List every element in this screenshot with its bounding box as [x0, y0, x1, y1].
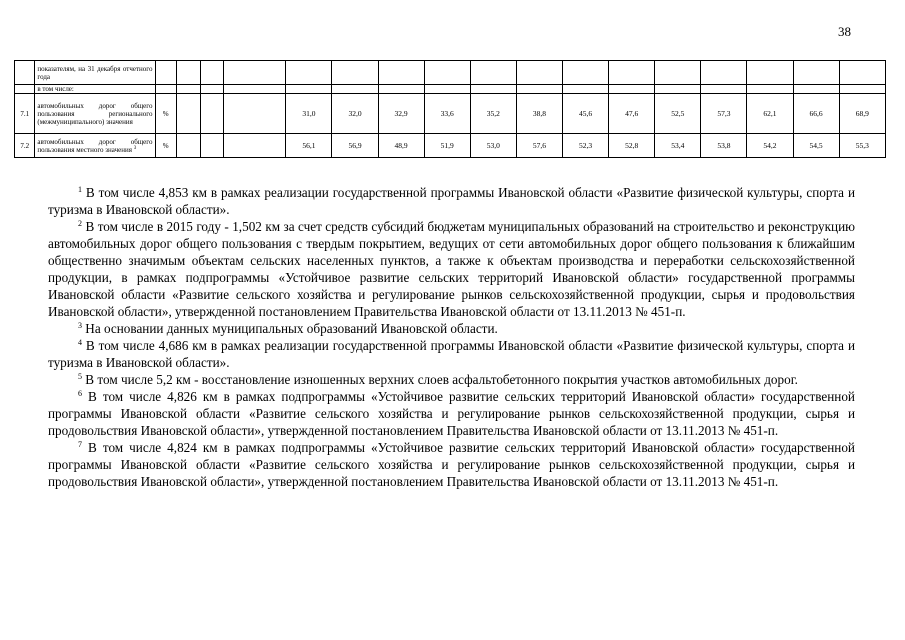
value-cell: [224, 94, 286, 134]
value-cell: [563, 61, 609, 85]
value-cell: 57,3: [701, 94, 747, 134]
value-cell: [793, 85, 839, 94]
row-label-text: автомобильных дорог общего пользования местного значения: [37, 137, 153, 154]
footnote-ref: 3: [133, 145, 137, 151]
value-cell: [200, 134, 224, 158]
value-cell: 66,6: [793, 94, 839, 134]
footnote-mark: 6: [78, 389, 82, 398]
footnote: [48, 388, 855, 439]
footnote-text: В том числе 4,853 км в рамках реализации государственной программы Ивановской области «Развитие физической культуры, спорта и туризма в Ивановской области».: [48, 185, 855, 217]
value-cell: 48,9: [378, 134, 424, 158]
value-cell: 52,8: [609, 134, 655, 158]
footnote-text: В том числе 4,686 км в рамках реализации государственной программы Ивановской области «Развитие физической культуры, спорта и туризма в Ивановской области».: [48, 338, 855, 370]
value-cell: [200, 61, 224, 85]
footnote-text: В том числе в 2015 году - 1,502 км за счет средств субсидий бюджетам муниципальных образований на строительство и реконструкцию автомобильных дорог общего пользования с твердым покрытием, ведущих от сети автомобильных дорог общего пользования к ближайшим общественно значимым объектам сельских населенных пунктов, а также к объектам производства и переработки сельскохозяйственной продукции, в рамках подпрограммы «Устойчивое развитие сельских территорий Ивановской области» государственной программы Ивановской области «Развитие сельского хозяйства и регулирование рынков сельскохозяйственной продукции, сырья и продовольствия Ивановской области», утвержденной постановлением Правительства Ивановской области от 13.11.2013 № 451-п.: [48, 219, 856, 319]
page-number: 38: [838, 24, 851, 39]
value-cell: 38,8: [516, 94, 562, 134]
value-cell: [332, 61, 378, 85]
footnote: [48, 371, 855, 388]
value-cell: 57,6: [516, 134, 562, 158]
footnote-mark: 7: [78, 440, 82, 449]
value-cell: 53,4: [655, 134, 701, 158]
value-cell: [839, 85, 885, 94]
value-cell: [839, 61, 885, 85]
value-cell: 53,8: [701, 134, 747, 158]
value-cell: [224, 85, 286, 94]
footnote-mark: 3: [78, 321, 82, 330]
value-cell: 32,9: [378, 94, 424, 134]
row-label-cell: [35, 61, 155, 85]
value-cell: [470, 61, 516, 85]
value-cell: [424, 61, 470, 85]
footnote-mark: 4: [78, 338, 82, 347]
value-cell: [176, 94, 200, 134]
value-cell: [286, 61, 332, 85]
value-cell: 55,3: [839, 134, 885, 158]
footnote-text: В том числе 4,826 км в рамках подпрограммы «Устойчивое развитие сельских территорий Ивановской области» государственной программы Ивановской области «Развитие сельского хозяйства и регулирование рынков сельскохозяйственной продукции, сырья и продовольствия Ивановской области», утвержденной постановлением Правительства Ивановской области от 13.11.2013 № 451-п.: [48, 389, 855, 438]
value-cell: 54,2: [747, 134, 793, 158]
footnotes: [48, 184, 855, 490]
value-cell: [655, 61, 701, 85]
footnote: [48, 337, 855, 371]
value-cell: 32,0: [332, 94, 378, 134]
value-cell: 68,9: [839, 94, 885, 134]
footnote: [48, 320, 855, 337]
footnote-text: В том числе 5,2 км - восстановление изношенных верхних слоев асфальтобетонного покрытия участков автомобильных дорог.: [85, 372, 798, 387]
value-cell: 52,3: [563, 134, 609, 158]
value-cell: 53,0: [470, 134, 516, 158]
row-number-cell: 7.2: [15, 134, 35, 158]
value-cell: [176, 134, 200, 158]
table-row: [15, 61, 886, 85]
value-cell: 52,5: [655, 94, 701, 134]
value-cell: [424, 85, 470, 94]
value-cell: [200, 94, 224, 134]
value-cell: [516, 85, 562, 94]
footnote: [48, 439, 855, 490]
value-cell: [701, 61, 747, 85]
footnote-mark: 1: [78, 185, 82, 194]
value-cell: 56,9: [332, 134, 378, 158]
value-cell: 54,5: [793, 134, 839, 158]
value-cell: [378, 61, 424, 85]
value-cell: [224, 134, 286, 158]
unit-cell: %: [155, 134, 176, 158]
row-label-cell: [35, 134, 155, 158]
value-cell: [793, 61, 839, 85]
value-cell: [609, 61, 655, 85]
footnote-text: В том числе 4,824 км в рамках подпрограммы «Устойчивое развитие сельских территорий Ивановской области» государственной программы Ивановской области «Развитие сельского хозяйства и регулирование рынков сельскохозяйственной продукции, сырья и продовольствия Ивановской области», утвержденной постановлением Правительства Ивановской области от 13.11.2013 № 451-п.: [48, 440, 855, 489]
value-cell: 47,6: [609, 94, 655, 134]
value-cell: 56,1: [286, 134, 332, 158]
footnote-text: На основании данных муниципальных образований Ивановской области.: [85, 321, 498, 336]
table-row: [15, 94, 886, 134]
value-cell: [516, 61, 562, 85]
row-number-cell: 7.1: [15, 94, 35, 134]
row-label-text: показателям, на 31 декабря отчетного года: [37, 64, 153, 81]
value-cell: [155, 85, 176, 94]
value-cell: [563, 85, 609, 94]
value-cell: [378, 85, 424, 94]
value-cell: [200, 85, 224, 94]
value-cell: [747, 85, 793, 94]
value-cell: [176, 85, 200, 94]
value-cell: 62,1: [747, 94, 793, 134]
row-label-cell: в том числе:: [35, 85, 155, 94]
indicators-table: [14, 60, 886, 158]
value-cell: [609, 85, 655, 94]
value-cell: [701, 85, 747, 94]
footnote: [48, 218, 855, 320]
value-cell: 51,9: [424, 134, 470, 158]
row-label-cell: [35, 94, 155, 134]
value-cell: [332, 85, 378, 94]
row-number-cell: [15, 61, 35, 85]
value-cell: 35,2: [470, 94, 516, 134]
footnote-mark: 5: [78, 372, 82, 381]
value-cell: 31,0: [286, 94, 332, 134]
value-cell: [286, 85, 332, 94]
footnote: [48, 184, 855, 218]
table-row: [15, 85, 886, 94]
value-cell: [176, 61, 200, 85]
value-cell: 33,6: [424, 94, 470, 134]
footnote-mark: 2: [78, 219, 82, 228]
unit-cell: [155, 61, 176, 85]
table-row: [15, 134, 886, 158]
row-number-cell: [15, 85, 35, 94]
value-cell: [747, 61, 793, 85]
value-cell: 45,6: [563, 94, 609, 134]
value-cell: [470, 85, 516, 94]
value-cell: [224, 61, 286, 85]
unit-cell: %: [155, 94, 176, 134]
row-label-text: автомобильных дорог общего пользования регионального (межмуниципального) значения: [37, 101, 153, 126]
value-cell: [655, 85, 701, 94]
